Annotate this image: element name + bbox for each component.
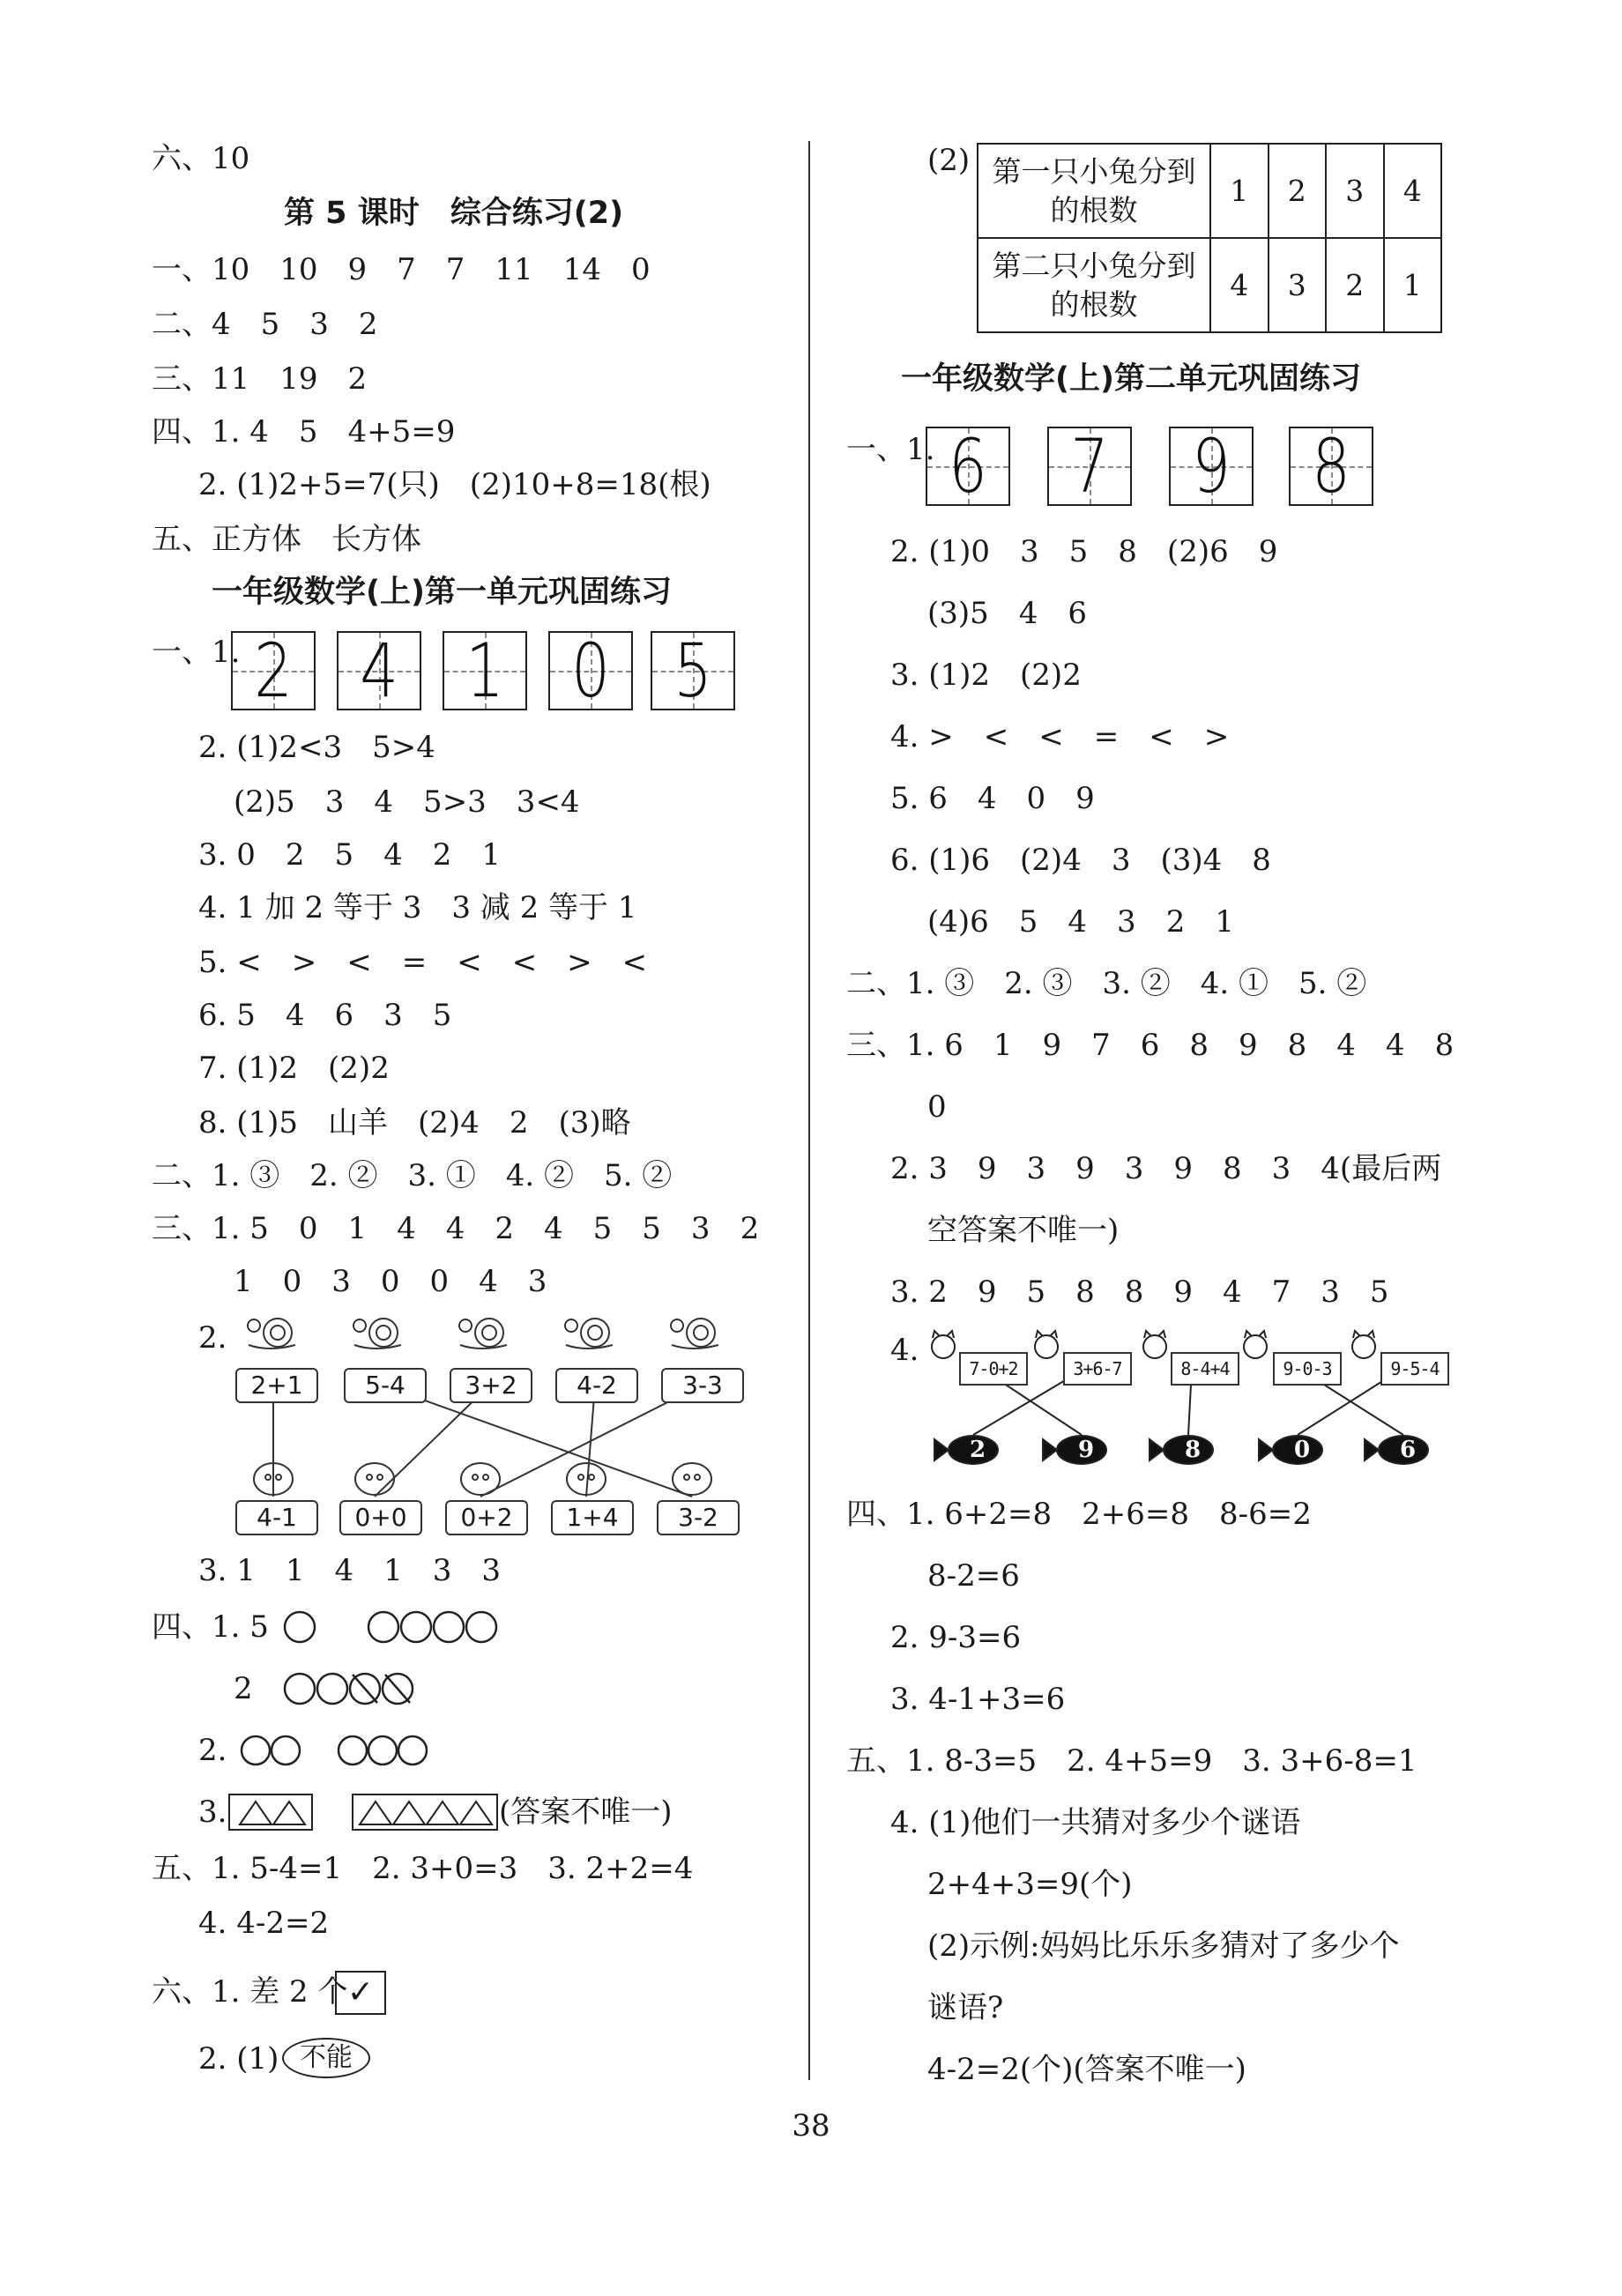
answer-line: 二、4 5 3 2: [152, 307, 378, 342]
pig-expression: 1+4: [551, 1500, 634, 1535]
answer-line-label: 一、1.: [152, 635, 241, 670]
table-row-header: 第二只小兔分到的根数: [978, 238, 1210, 332]
answer-line: 4-2=2(个)(答案不唯一): [927, 2052, 1246, 2087]
answer-line: 五、1. 5-4=1 2. 3+0=3 3. 2+2=4: [152, 1851, 694, 1886]
pig-expression: 0+2: [445, 1500, 528, 1535]
answer-line: 4. (1)他们一共猜对多少个谜语: [890, 1805, 1301, 1840]
cat-expression: 9-5-4: [1380, 1352, 1449, 1386]
answer-line: 8. (1)5 山羊 (2)4 2 (3)略: [198, 1105, 631, 1141]
circle-icon: [466, 1612, 496, 1642]
answer-line: 3. 0 2 5 4 2 1: [198, 837, 502, 873]
cat-expression: 3+6-7: [1063, 1352, 1132, 1386]
answer-line: 五、1. 8-3=5 2. 4+5=9 3. 3+6-8=1: [846, 1743, 1417, 1779]
cat-icon: [1143, 1331, 1166, 1358]
snail-icon: [353, 1319, 401, 1349]
section-title: 第 5 课时 综合练习(2): [284, 196, 624, 231]
circle-icon: [272, 1736, 300, 1765]
answer-line: 二、1. ③ 2. ③ 3. ② 4. ① 5. ②: [846, 966, 1367, 1001]
snail-expression: 2+1: [235, 1368, 318, 1403]
answer-line: 三、1. 5 0 1 4 4 2 4 5 5 3 2: [152, 1211, 760, 1246]
digit-grid: [548, 628, 633, 714]
pig-expression: 3-2: [657, 1500, 740, 1535]
cat-icon: [1352, 1331, 1375, 1358]
circles-row: [273, 1608, 538, 1646]
answer-note: (答案不唯一): [499, 1794, 673, 1830]
cat-icon: [932, 1331, 955, 1358]
answer-line-label: 一、1.: [846, 432, 935, 467]
handwritten-digit: 8: [1312, 423, 1350, 509]
answer-line: 五、正方体 长方体: [152, 522, 421, 557]
snail-expression: 3+2: [450, 1368, 532, 1403]
answer-line-label: 四、1. 5: [152, 1609, 269, 1645]
answer-line-label: 3.: [198, 1794, 227, 1830]
digit-grid: [1169, 423, 1254, 509]
column-divider: [808, 141, 810, 2080]
cat-icon: [1035, 1331, 1058, 1358]
answer-line: 六、10: [152, 141, 250, 176]
fish-number: 2: [969, 1437, 986, 1463]
section-title: 一年级数学(上)第一单元巩固练习: [212, 575, 672, 610]
answer-line: 三、1. 6 1 9 7 6 8 9 8 4 4 8: [846, 1028, 1455, 1063]
circle-icon: [401, 1612, 431, 1642]
snail-expression: 3-3: [661, 1368, 744, 1403]
circle-icon: [317, 1674, 347, 1704]
table-cell: 3: [1326, 144, 1384, 238]
digit-grid: [231, 628, 316, 714]
table-cell: 4: [1210, 238, 1269, 332]
table-row-header: 第一只小兔分到的根数: [978, 144, 1210, 238]
fish-number: 6: [1399, 1437, 1417, 1463]
table-cell: 4: [1384, 144, 1442, 238]
answer-line: 三、11 19 2: [152, 361, 368, 397]
fish-number: 9: [1077, 1437, 1095, 1463]
pig-icon: [673, 1463, 711, 1495]
answer-line: 2. 9-3=6: [890, 1620, 1022, 1655]
answer-line-label: 2: [234, 1671, 253, 1706]
fish-number: 8: [1184, 1437, 1202, 1463]
answer-line: 2. (1): [198, 2041, 279, 2077]
check-box: ✓: [335, 1971, 386, 2015]
answer-line-label: 2.: [198, 1320, 227, 1356]
fish-number: 0: [1293, 1437, 1311, 1463]
answer-line: 5. < > < = < < > <: [198, 945, 648, 980]
snail-icon: [671, 1319, 718, 1349]
digit-grid: [651, 628, 735, 714]
answer-line: 0: [927, 1089, 947, 1125]
section-title: 一年级数学(上)第二单元巩固练习: [901, 361, 1361, 397]
digit-grid: [1289, 423, 1373, 509]
circle-icon: [434, 1612, 464, 1642]
answer-line-label: 2.: [198, 1733, 227, 1768]
circle-icon: [285, 1674, 315, 1704]
answer-line: (3)5 4 6: [927, 596, 1088, 631]
answer-line: (4)6 5 4 3 2 1: [927, 904, 1234, 940]
answer-line: 3. 1 1 4 1 3 3: [198, 1553, 502, 1588]
circle-icon: [368, 1736, 397, 1765]
digit-grid: [337, 628, 421, 714]
answer-line: 谜语?: [927, 1990, 1004, 2025]
circle-icon: [368, 1612, 398, 1642]
answer-line: 二、1. ③ 2. ② 3. ① 4. ② 5. ②: [152, 1158, 673, 1193]
answer-line: 7. (1)2 (2)2: [198, 1051, 390, 1086]
snail-icon: [248, 1319, 295, 1349]
answer-line: 一、10 10 9 7 7 11 14 0: [152, 252, 651, 287]
cat-expression: 9-0-3: [1273, 1352, 1342, 1386]
answer-line: 2. (1)2+5=7(只) (2)10+8=18(根): [198, 467, 711, 502]
answer-line: 5. 6 4 0 9: [890, 781, 1095, 816]
table-cell: 3: [1269, 238, 1327, 332]
circle-icon: [339, 1736, 367, 1765]
answer-line: 四、1. 4 5 4+5=9: [152, 414, 456, 450]
answer-line: 6. (1)6 (2)4 3 (3)4 8: [890, 843, 1271, 878]
answer-line: 3. 2 9 5 8 8 9 4 7 3 5: [890, 1274, 1389, 1310]
circle-icon: [242, 1736, 270, 1765]
snail-expression: 5-4: [344, 1368, 427, 1403]
handwritten-digit: 6: [949, 423, 987, 509]
answer-line-label: 4.: [890, 1333, 919, 1368]
answer-line: (2)示例:妈妈比乐乐多猜对了多少个: [927, 1928, 1400, 1964]
snail-expression: 4-2: [555, 1368, 638, 1403]
pig-icon: [355, 1463, 394, 1495]
handwritten-digit: 0: [571, 628, 610, 714]
answer-line: 空答案不唯一): [927, 1213, 1120, 1248]
pig-expression: 4-1: [235, 1500, 318, 1535]
handwritten-digit: 5: [673, 628, 712, 714]
answer-line-label: (2): [927, 143, 971, 178]
triangles-groups: [227, 1793, 501, 1832]
table-cell: 1: [1384, 238, 1442, 332]
answer-line: 四、1. 6+2=8 2+6=8 8-6=2: [846, 1497, 1312, 1532]
answer-line: 4. 1 加 2 等于 3 3 减 2 等于 1: [198, 890, 637, 925]
digit-grid: [1047, 423, 1132, 509]
answer-line: 2+4+3=9(个): [927, 1867, 1133, 1902]
table-cell: 1: [1210, 144, 1269, 238]
answer-line: 六、1. 差 2 个: [152, 1974, 348, 2010]
circled-answer: 不能: [282, 2038, 370, 2078]
digit-grid: [926, 423, 1010, 509]
answer-line: 1 0 3 0 0 4 3: [234, 1264, 547, 1299]
table-cell: 2: [1326, 238, 1384, 332]
snail-icon: [565, 1319, 613, 1349]
handwritten-digit: 7: [1070, 423, 1109, 509]
answer-line: (2)5 3 4 5>3 3<4: [234, 784, 580, 820]
circle-icon: [398, 1736, 427, 1765]
pig-expression: 0+0: [339, 1500, 422, 1535]
answer-line: 4. > < < = < >: [890, 719, 1230, 754]
answer-line: 2. (1)2<3 5>4: [198, 730, 435, 765]
answer-line: 3. 4-1+3=6: [890, 1682, 1066, 1717]
answer-line: 2. (1)0 3 5 8 (2)6 9: [890, 534, 1278, 569]
rabbit-table: [977, 143, 1442, 333]
cat-expression: 8-4+4: [1171, 1352, 1239, 1386]
table-cell: 2: [1269, 144, 1327, 238]
handwritten-digit: 1: [465, 628, 504, 714]
circles-groups: [229, 1731, 458, 1770]
answer-line: 4. 4-2=2: [198, 1906, 330, 1941]
circle-icon: [285, 1612, 315, 1642]
answer-line: 2. 3 9 3 9 3 9 8 3 4(最后两: [890, 1151, 1442, 1186]
cat-expression: 7-0+2: [959, 1352, 1028, 1386]
circles-row-crossed: [273, 1669, 450, 1708]
handwritten-digit: 9: [1192, 423, 1231, 509]
cat-icon: [1244, 1331, 1267, 1358]
answer-line: 8-2=6: [927, 1558, 1020, 1594]
handwritten-digit: 2: [254, 628, 293, 714]
answer-line: 6. 5 4 6 3 5: [198, 998, 452, 1033]
page-number: 38: [792, 2108, 830, 2144]
handwritten-digit: 4: [360, 628, 398, 714]
answer-line: 3. (1)2 (2)2: [890, 658, 1082, 693]
snail-icon: [459, 1319, 507, 1349]
digit-grid: [443, 628, 527, 714]
